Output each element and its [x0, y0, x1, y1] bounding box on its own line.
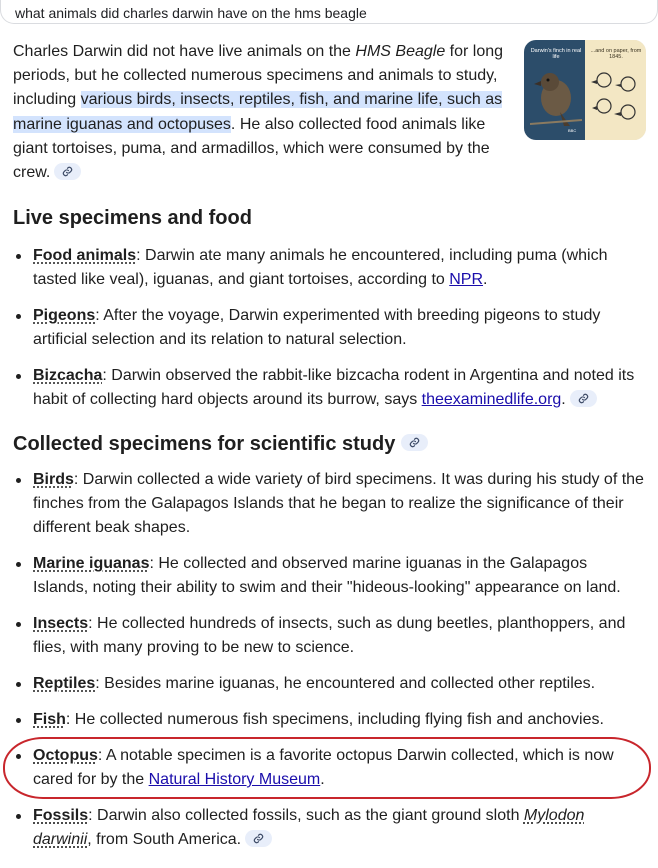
npr-link[interactable]: NPR — [449, 271, 484, 288]
list-item: Reptiles: Besides marine iguanas, he encountered and collected other reptiles. — [13, 672, 646, 696]
list-item: Octopus: A notable specimen is a favorite octopus Darwin collected, which is now cared for by the Natural History Museum. — [13, 744, 646, 792]
list-item: Fossils: Darwin also collected fossils, such as the giant ground sloth Mylodon darwinii, from South America. — [13, 804, 646, 852]
finch-photo-icon — [530, 68, 582, 128]
beak-sketch-icon — [590, 70, 642, 126]
list-item: Birds: Darwin collected a wide variety of bird specimens. It was during his study of the finches from the Galapagos Islands that he began to realize the significance of their different beak shapes. — [13, 468, 646, 540]
natural-history-museum-link[interactable]: Natural History Museum — [148, 771, 321, 788]
hms-beagle-italic: HMS Beagle — [355, 43, 446, 60]
term-reptiles[interactable]: Reptiles — [33, 675, 96, 692]
thumbnail-right-caption: ...and on paper, from 1845. — [590, 48, 642, 60]
search-bar[interactable] — [0, 0, 658, 24]
term-marine-iguanas[interactable]: Marine iguanas — [33, 555, 150, 572]
list-item: Fish: He collected numerous fish specimens, including flying fish and anchovies. — [13, 708, 646, 732]
ai-overview-intro: Charles Darwin did not have live animals on the HMS Beagle for long periods, but he collected numerous specimens and animals to study, including various birds, insects, reptiles, fish, and marine life, such as marine iguanas and octopuses. He also collected food animals like giant tortoises, puma, and armadillos, which were consumed by the crew. — [13, 43, 504, 182]
mylodon-darwinii-term[interactable]: Mylodon darwinii — [33, 807, 585, 848]
source-link-icon[interactable] — [245, 830, 272, 847]
highlighted-text: various birds, insects, reptiles, fish, and marine life, such as marine iguanas and octopuses — [13, 91, 503, 133]
term-octopus[interactable]: Octopus — [33, 747, 98, 764]
source-link-icon[interactable] — [401, 434, 428, 451]
source-link-icon[interactable] — [570, 390, 597, 407]
thumbnail-left-caption: Darwin's finch in real life — [530, 48, 582, 60]
collected-specimens-list — [13, 468, 646, 852]
term-bizcacha[interactable]: Bizcacha — [33, 367, 103, 384]
live-specimens-list — [13, 244, 646, 412]
list-item: Marine iguanas: He collected and observed marine iguanas in the Galapagos Islands, noting their ability to swim and their "hideous-looking" appearance on land. — [13, 552, 646, 600]
list-item: Food animals: Darwin ate many animals he encountered, including puma (which tasted like veal), iguanas, and giant tortoises, according to NPR. — [13, 244, 646, 292]
term-fish[interactable]: Fish — [33, 711, 66, 728]
bbc-logo: BBC — [568, 128, 577, 133]
section-heading-collected-specimens: Collected specimens for scientific study — [13, 433, 428, 456]
term-fossils[interactable]: Fossils — [33, 807, 89, 824]
term-pigeons[interactable]: Pigeons — [33, 307, 96, 324]
search-query[interactable]: what animals did charles darwin have on the hms beagle — [15, 5, 367, 21]
theexaminedlife-link[interactable]: theexaminedlife.org — [421, 391, 562, 408]
list-item: Insects: He collected hundreds of insects, such as dung beetles, planthoppers, and flies, with many proving to be new to science. — [13, 612, 646, 660]
list-item: Bizcacha: Darwin observed the rabbit-like bizcacha rodent in Argentina and noted its habit of collecting hard objects around its burrow, says theexaminedlife.org. — [13, 364, 646, 412]
list-item: Pigeons: After the voyage, Darwin experimented with breeding pigeons to study artificial selection and its relation to natural selection. — [13, 304, 646, 352]
term-insects[interactable]: Insects — [33, 615, 89, 632]
source-link-icon[interactable] — [54, 163, 81, 180]
finch-thumbnail-image[interactable] — [524, 40, 646, 140]
term-birds[interactable]: Birds — [33, 471, 74, 488]
section-heading-live-specimens: Live specimens and food — [13, 207, 252, 229]
term-food-animals[interactable]: Food animals — [33, 247, 137, 264]
